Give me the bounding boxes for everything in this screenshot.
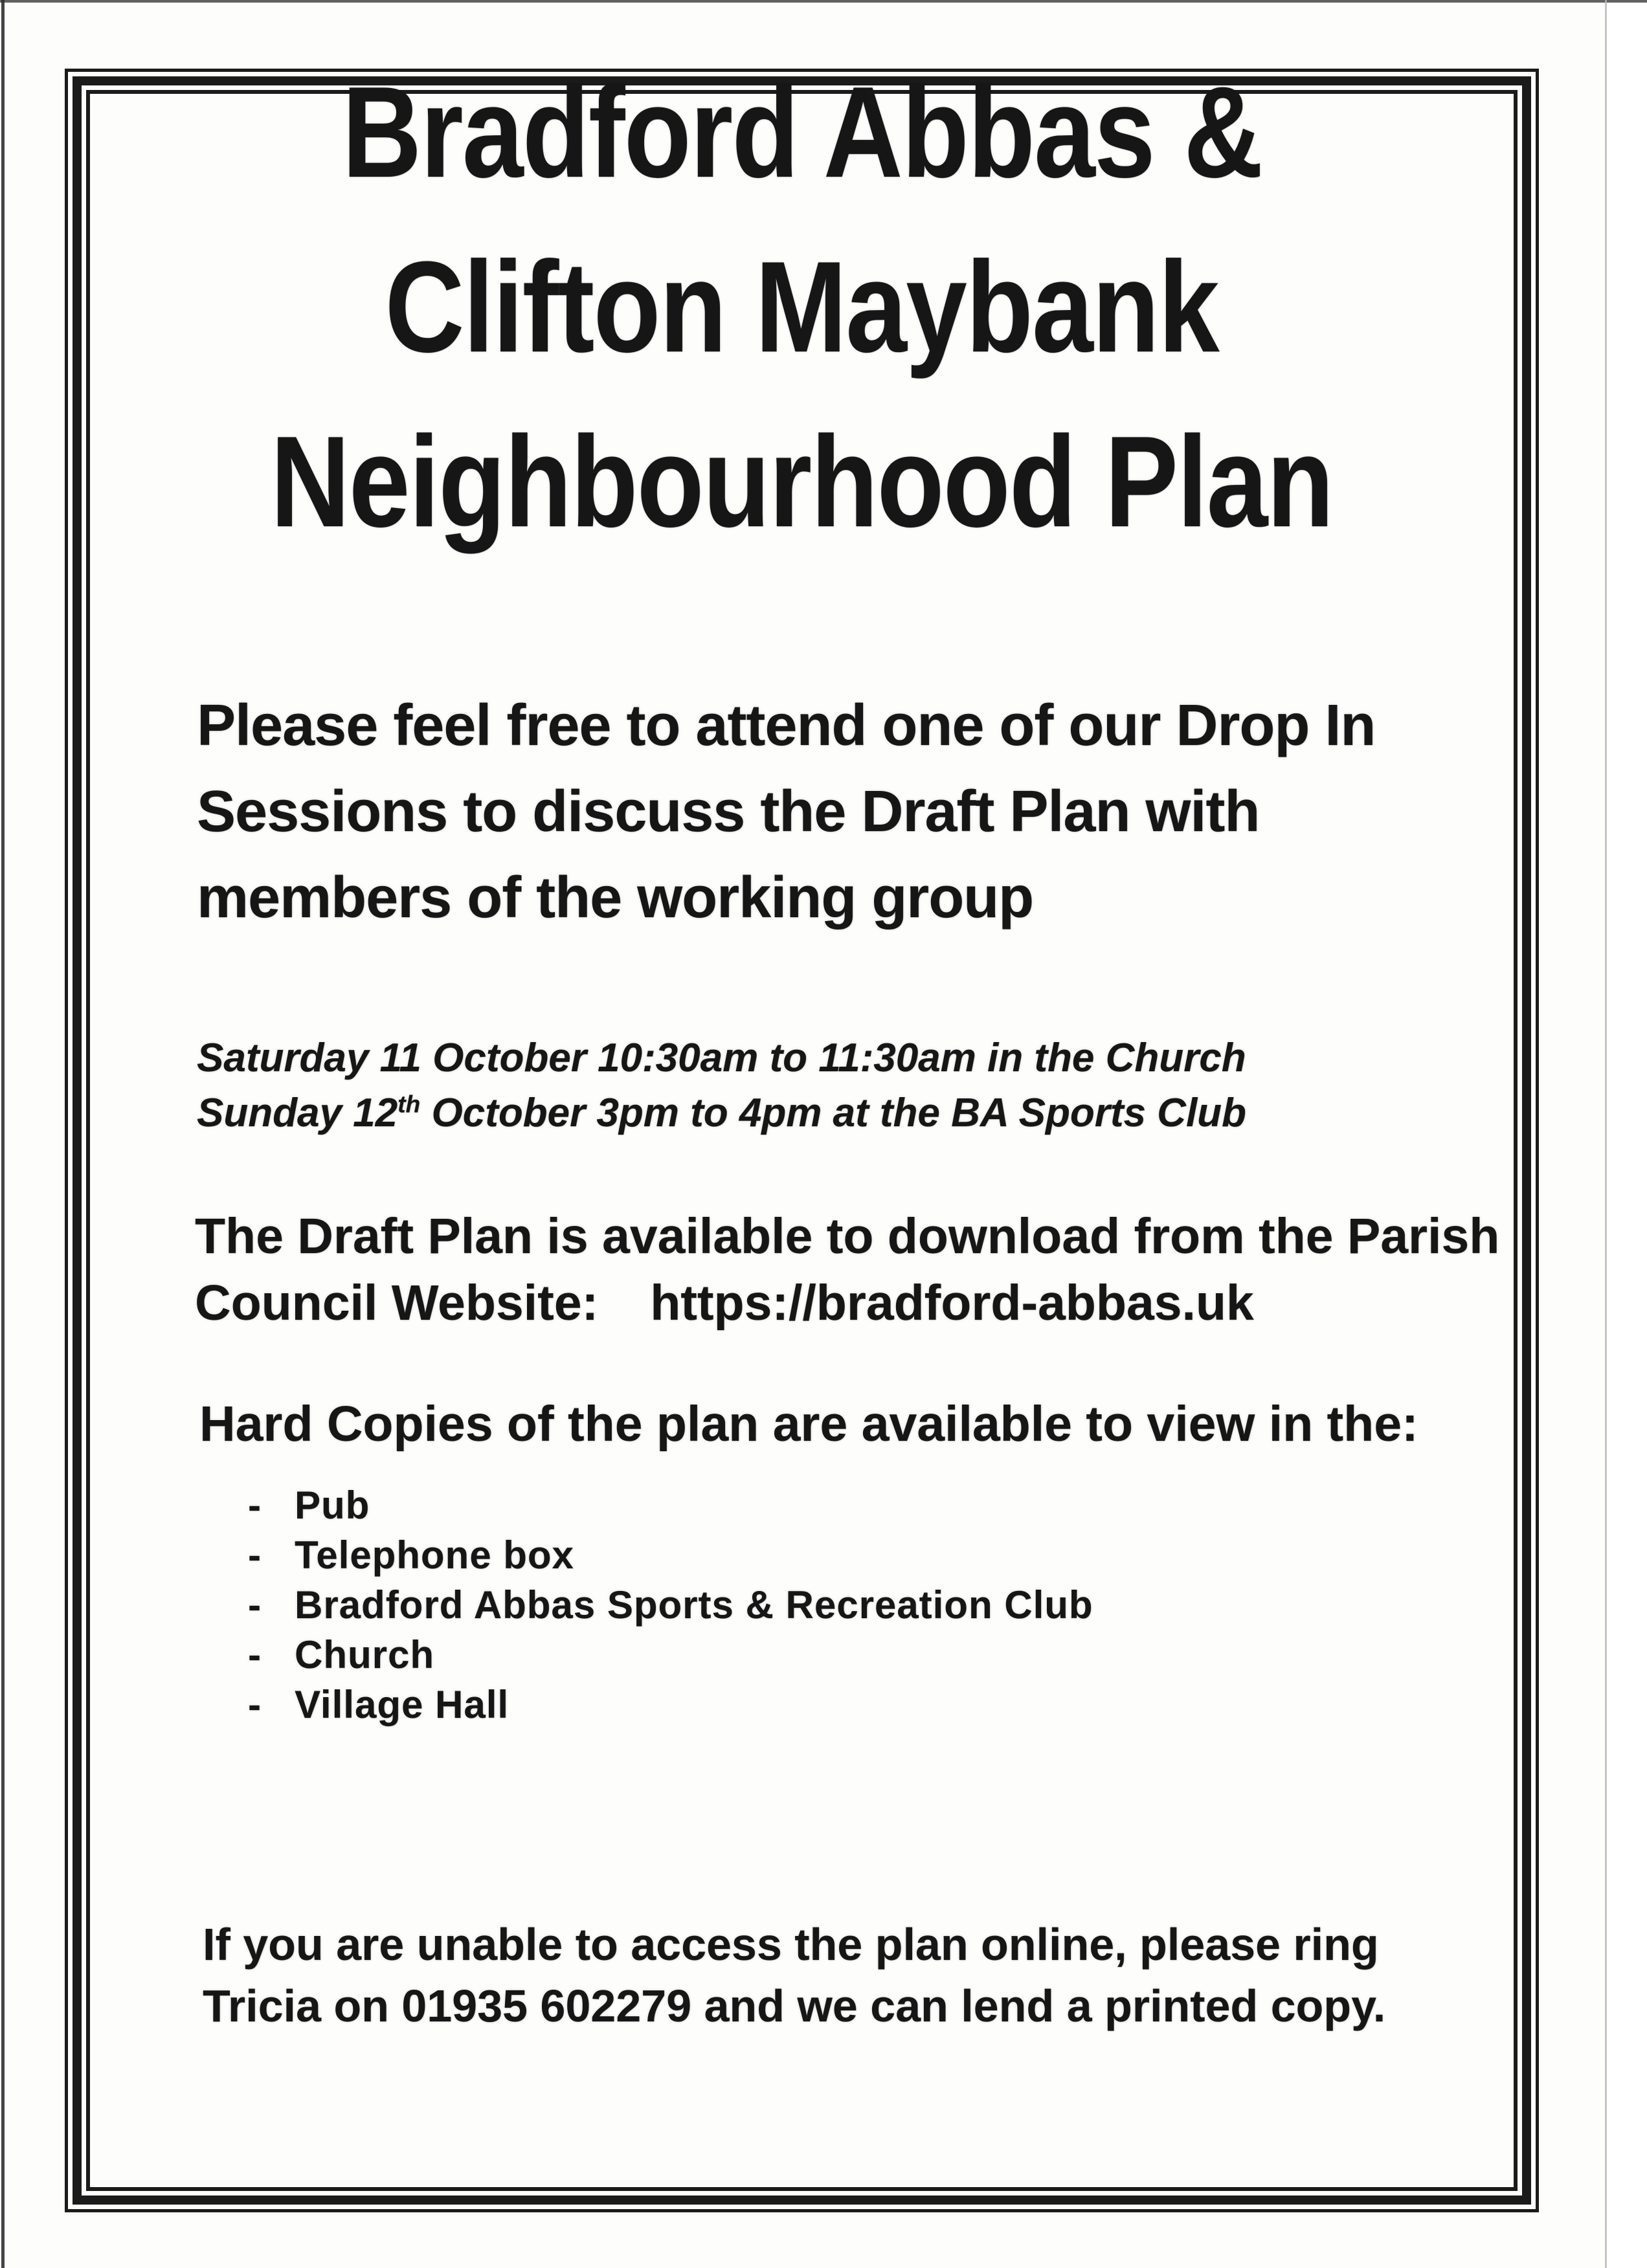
- contact-line-1: If you are unable to access the plan online, please ring: [203, 1919, 1379, 1970]
- poster-content: [90, 60, 1514, 2187]
- bullet-dash: -: [248, 1484, 262, 1527]
- title-line-1: Bradford Abbas &: [341, 60, 1262, 205]
- location-item: [248, 1480, 1093, 1530]
- location-label: Church: [295, 1633, 434, 1676]
- ordinal-superscript: th: [398, 1090, 421, 1118]
- poster-border-thick: [73, 60, 1531, 2205]
- session-times: [197, 1030, 1246, 1140]
- contact-paragraph: [203, 1914, 1385, 2037]
- location-list: [248, 1480, 1093, 1729]
- location-label: Village Hall: [295, 1683, 510, 1726]
- poster-border-inner: [86, 60, 1518, 2191]
- bullet-dash: -: [248, 1583, 262, 1627]
- download-line-1: The Draft Plan is available to download from the Parish: [195, 1208, 1500, 1264]
- session-line-2: Sunday 12th October 3pm to 4pm at the BA Sports Club: [197, 1090, 1246, 1135]
- website-url: https://bradford-abbas.uk: [650, 1275, 1254, 1331]
- intro-line-3: members of the working group: [197, 865, 1034, 930]
- locations-heading: Hard Copies of the plan are available to view in the:: [199, 1396, 1418, 1452]
- location-item: [248, 1530, 1093, 1580]
- location-label: Bradford Abbas Sports & Recreation Club: [295, 1583, 1093, 1627]
- bullet-dash: -: [248, 1633, 262, 1676]
- contact-line-2: Tricia on 01935 602279 and we can lend a printed copy.: [203, 1981, 1386, 2031]
- intro-paragraph: [197, 683, 1375, 941]
- intro-line-1: Please feel free to attend one of our Drop In: [197, 693, 1376, 758]
- poster-border-outer: [65, 60, 1539, 2212]
- scan-edge-top: [0, 0, 1647, 3]
- scan-edge-left: [1, 0, 5, 2268]
- location-label: Pub: [295, 1484, 370, 1527]
- location-label: Telephone box: [295, 1533, 574, 1577]
- intro-line-2: Sessions to discuss the Draft Plan with: [197, 779, 1260, 844]
- location-item: [248, 1630, 1093, 1680]
- scan-edge-right: [1605, 0, 1607, 2268]
- location-item: [248, 1680, 1093, 1729]
- website-label: Council Website:: [195, 1275, 599, 1331]
- title-line-2: Clifton Maybank: [385, 235, 1219, 379]
- location-item: [248, 1580, 1093, 1630]
- download-paragraph: [195, 1203, 1499, 1337]
- session-line-1: Saturday 11 October 10:30am to 11:30am in the Church: [197, 1036, 1246, 1080]
- bullet-dash: -: [248, 1683, 262, 1726]
- download-line-2: [195, 1270, 1499, 1337]
- poster-title: [90, 45, 1514, 570]
- bullet-dash: -: [248, 1533, 262, 1577]
- title-line-3: Neighbourhood Plan: [271, 410, 1333, 554]
